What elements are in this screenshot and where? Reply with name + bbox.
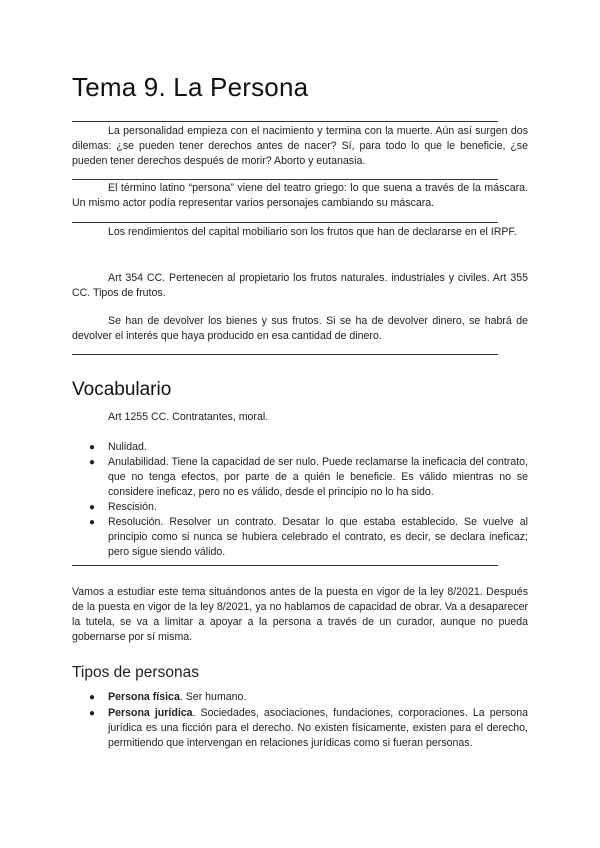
horizontal-rule bbox=[72, 222, 498, 223]
horizontal-rule bbox=[72, 565, 498, 566]
heading-tipos-de-personas: Tipos de personas bbox=[72, 664, 199, 681]
list-item: ● Persona física. Ser humano. bbox=[89, 691, 247, 703]
horizontal-rule bbox=[72, 179, 498, 180]
tipos-list bbox=[72, 690, 528, 752]
paragraph-devolver-bienes: Se han de devolver los bienes y sus frutos. Si se ha de devolver dinero, se habrá de devolver el interés que haya producido en esa cantidad de dinero. bbox=[72, 315, 528, 342]
vocabulario-list bbox=[72, 440, 528, 560]
bullet-icon: ● bbox=[89, 457, 96, 468]
term-persona-juridica: Persona jurídica bbox=[108, 707, 193, 719]
bullet-icon: ● bbox=[89, 502, 96, 513]
horizontal-rule bbox=[72, 121, 498, 122]
list-item: ● Persona jurídica. Sociedades, asociaciones, fundaciones, corporaciones. La persona jurídica es una ficción para el derecho. No existen físicamente, existen para el derecho, permitiendo que intervengan en relaciones jurídicas como si fueran personas. bbox=[89, 707, 528, 749]
horizontal-rule bbox=[72, 354, 498, 355]
bullet-icon: ● bbox=[89, 442, 96, 453]
paragraph-ley-8-2021: Vamos a estudiar este tema situándonos antes de la puesta en vigor de la ley 8/2021. Después de la puesta en vigor de la ley 8/2021, ya no hablamos de capacidad de obrar. Va a desaparecer la tutela, se va a limitar a apoyar a la persona a través de un curador, aunque no pueda gobernarse por sí misma. bbox=[72, 586, 528, 643]
bullet-icon: ● bbox=[89, 517, 96, 528]
paragraph-rendimientos: Los rendimientos del capital mobiliario son los frutos que han de declararse en el IRPF. bbox=[108, 226, 517, 238]
list-item: ● Rescisión. bbox=[89, 501, 157, 513]
bullet-icon: ● bbox=[89, 708, 96, 719]
term-persona-fisica: Persona física bbox=[108, 691, 180, 703]
paragraph-art-354: Art 354 CC. Pertenecen al propietario los frutos naturales. industriales y civiles. Art 355 CC. Tipos de frutos. bbox=[72, 272, 528, 299]
list-item: ● Nulidad. bbox=[89, 441, 147, 453]
paragraph-persona-origen: El término latino “persona” viene del teatro griego: lo que suena a través de la máscara. Un mismo actor podía representar varios personajes cambiando su máscara. bbox=[72, 182, 528, 209]
vocabulario-intro: Art 1255 CC. Contratantes, moral. bbox=[108, 411, 269, 423]
bullet-icon: ● bbox=[89, 692, 96, 703]
heading-vocabulario: Vocabulario bbox=[72, 379, 172, 400]
list-item: ● Resolución. Resolver un contrato. Desatar lo que estaba establecido. Se vuelve al principio como si nunca se hubiera celebrado el contrato, es decir, se declara ineficaz; pero sigue siendo válido. bbox=[89, 516, 528, 558]
list-item: ● Anulabilidad. Tiene la capacidad de ser nulo. Puede reclamarse la ineficacia del contrato, que no tenga efectos, por parte de a quién le beneficie. Es válido mientras no se considere ineficaz, pero no es válido, desde el principio no lo ha sido. bbox=[89, 456, 528, 498]
paragraph-personalidad: La personalidad empieza con el nacimiento y termina con la muerte. Aún así surgen dos dilemas: ¿se pueden tener derechos antes de nacer? Sí, para todo lo que le beneficie, ¿se pueden tener derechos después de morir? Aborto y eutanasia. bbox=[72, 125, 528, 167]
page-title: Tema 9. La Persona bbox=[72, 72, 309, 102]
